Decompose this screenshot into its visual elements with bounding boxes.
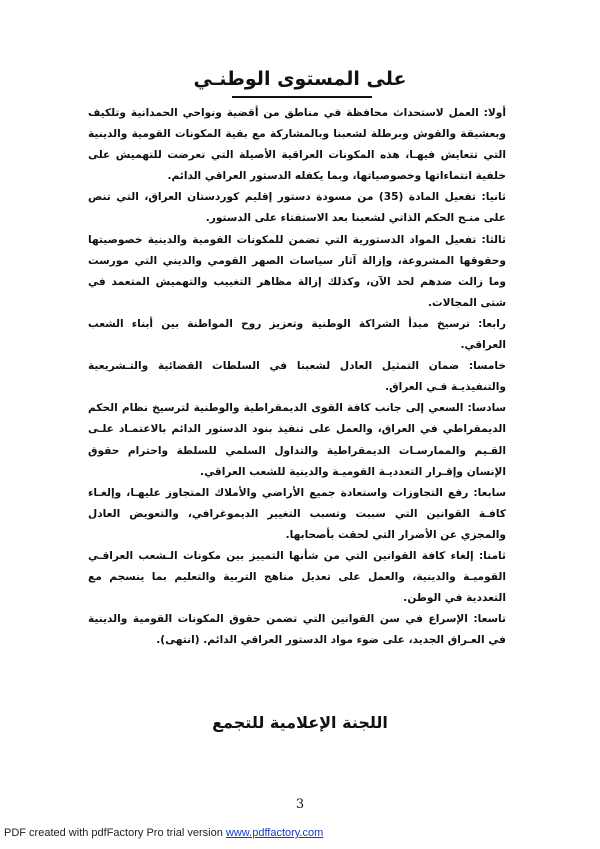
pdf-footer-banner xyxy=(4,827,323,839)
paragraph-4: رابعا: ترسيخ مبدأ الشراكة الوطنية وتعزيز روح المواطنة بين أبناء الشعب العراقي. xyxy=(88,317,506,352)
page-number: 3 xyxy=(295,797,305,812)
paragraph-8: ثامنا: إلغاء كافة القوانين التي من شأنها التمييز بين مكونات الـشعب العراقـي القوميـة والدينية، والعمل على تعديل مناهج التربية والتعليم بما ينسجم مع التعددية في الوطن. xyxy=(88,549,506,605)
paragraph-2: ثانيا: تفعيل المادة (35) من مسودة دستور إقليم كوردستان العراق، التي تنص على منـح الحكم الذاتي لشعبنا بعد الاستفتاء على الدستور. xyxy=(88,191,506,225)
paragraph-9: تاسعا: الإسراع في سن القوانين التي تضمن حقوق المكونات القومية والدينية في العـراق الجديد، على ضوء مواد الدستور العراقي الدائم. (انتهى). xyxy=(88,613,506,647)
signature-line: اللجنة الإعلامية للتجمع xyxy=(212,713,388,732)
paragraph-7: سابعا: رفع التجاوزات واستعادة جميع الأراضي والأملاك المتجاوز عليهـا، وإلغـاء كافـة القوانين التي سببت وتسبب التغيير الديموغرافي، والتعويض العادل والمجزي عن الأضرار التي لحقت بأصحابها. xyxy=(88,486,506,541)
body-text xyxy=(88,103,506,651)
paragraph-5: خامسا: ضمان التمثيل العادل لشعبنا في السلطات القضائية والتـشريعية والتنفيذيـة فـي العراق. xyxy=(88,360,506,394)
paragraph-1: أولا: العمل لاستحداث محافظة في مناطق من أقضية ونواحي الحمدانية وتلكيف وبعشيقة والقوش وبرطلة لشعبنا وبالمشاركة مع بقية المكونات القومية والدينية التي تتعايش فيهـا، هذه المكونات العراقية الأصيلة التي تعرضت للتهميش على خلفية انتماءاتها وخصوصياتها، وبما يكفله الدستور العراقي الدائم. xyxy=(88,107,506,183)
section-heading: على المستوى الوطنـي xyxy=(193,68,407,90)
paragraph-6: سادسا: السعي إلى جانب كافة القوى الديمقراطية والوطنية لترسيخ نظام الحكم الديمقراطي في العراق، والعمل على تنفيذ بنود الدستور الدائم بالاعتمـاد علـى القـيم والممارسـات الديمقراطية والتداول السلمي للسلطة واحترام حقوق الإنسان وإقـرار التعدديـة القوميـة والدينية للشعب العراقي. xyxy=(88,402,506,478)
pdf-banner-text: PDF created with pdfFactory Pro trial version xyxy=(4,827,226,839)
paragraph-3: ثالثا: تفعيل المواد الدستورية التي تضمن للمكونات القومية والدينية خصوصيتها وحقوقها المشروعة، وإزالة آثار سياسات الصهر القومي والديني التي مورست وما زالت ضدهم لحد الآن، وكذلك إزالة مظاهر التغييب والتهميش المتعمد في شتى المجالات. xyxy=(88,233,506,309)
heading-underline xyxy=(232,96,372,98)
pdffactory-link[interactable]: www.pdffactory.com xyxy=(225,827,324,839)
